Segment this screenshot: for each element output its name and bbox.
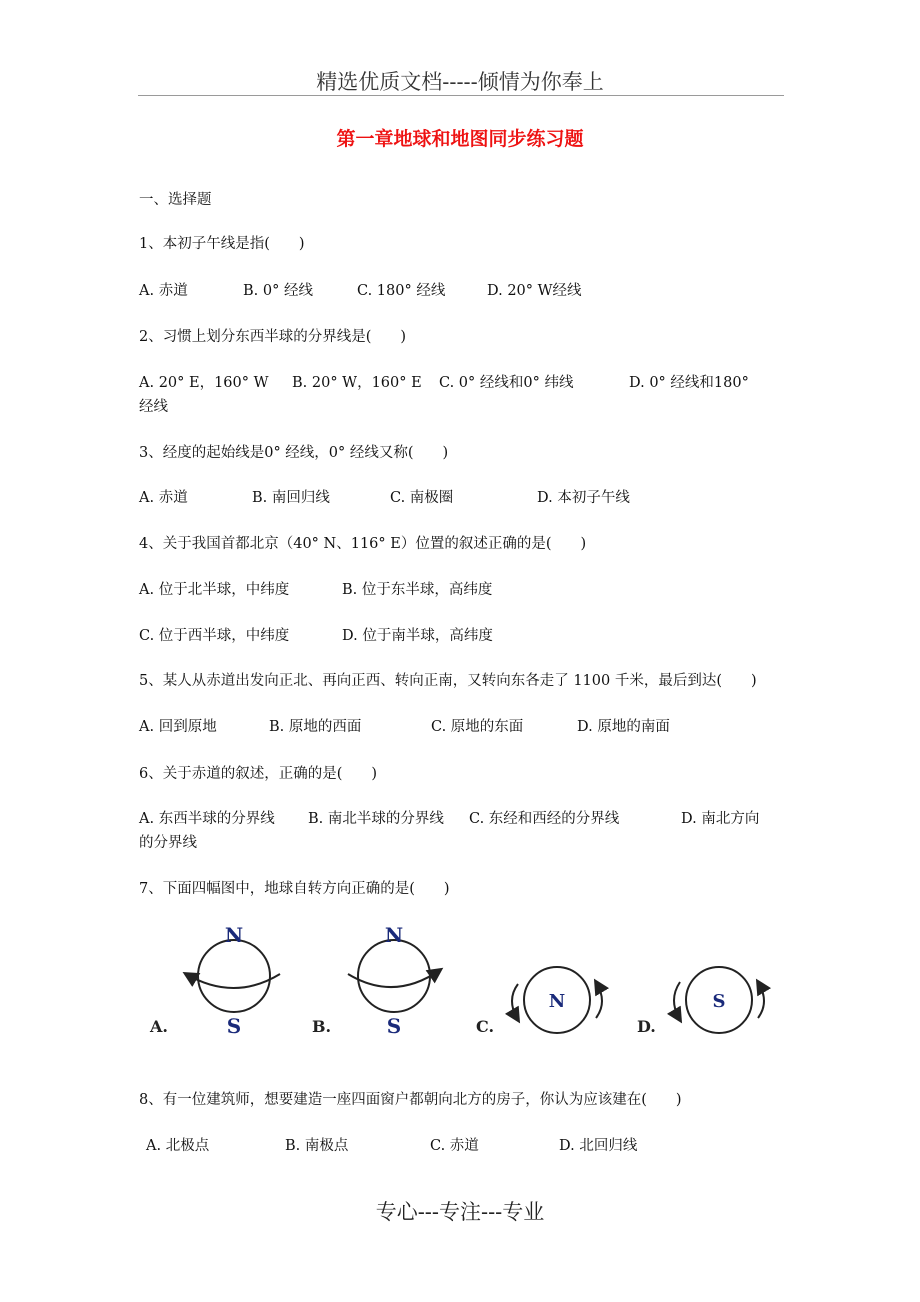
question-2-options — [139, 371, 839, 393]
question-1-options — [139, 279, 839, 301]
rotation-arrow-right — [758, 982, 764, 1018]
question-4-options-row1 — [139, 578, 839, 600]
option-d: D. 20° W经线 — [487, 283, 582, 299]
header-divider — [138, 95, 784, 96]
page-header: 精选优质文档-----倾情为你奉上 — [316, 70, 604, 94]
question-3-options — [139, 486, 839, 508]
rotation-arrow-right — [596, 982, 602, 1018]
option-c: C. 南极圈 — [390, 490, 454, 506]
option-b: B. 20° W，160° E — [292, 375, 422, 391]
option-a: A. 东西半球的分界线 — [139, 811, 275, 827]
option-d: D. 0° 经线和180° — [629, 375, 749, 391]
question-5-options — [139, 715, 839, 737]
option-c: C. 东经和西经的分界线 — [469, 811, 620, 827]
question-8-options — [146, 1134, 846, 1156]
page-footer: 专心---专注---专业 — [375, 1200, 545, 1224]
panel-label-a: A. — [150, 1017, 168, 1036]
option-b: B. 0° 经线 — [243, 283, 313, 299]
panel-label-b: B. — [312, 1017, 332, 1036]
option-d: D. 位于南半球，高纬度 — [342, 628, 493, 644]
option-b: B. 原地的西面 — [269, 719, 362, 735]
south-pole-label: S — [712, 991, 726, 1012]
south-pole-label: S — [386, 1014, 402, 1038]
option-a: A. 20° E，160° W — [139, 375, 269, 391]
question-6-options-wrap: 的分界线 — [139, 835, 197, 851]
option-b: B. 南北半球的分界线 — [308, 811, 444, 827]
question-5-stem: 5、某人从赤道出发向正北、再向正西、转向正南，又转向东各走了 1100 千米，最后到达( ) — [139, 673, 757, 689]
page-title: 第一章地球和地图同步练习题 — [336, 128, 584, 150]
option-b: B. 南回归线 — [252, 490, 330, 506]
question-4-options-row2 — [139, 624, 839, 646]
panel-b — [312, 923, 440, 1038]
option-b: B. 位于东半球，高纬度 — [342, 582, 493, 598]
panel-label-d: D. — [637, 1017, 656, 1036]
section-heading: 一、选择题 — [139, 192, 212, 208]
panel-d — [637, 967, 764, 1036]
question-3-stem: 3、经度的起始线是0° 经线，0° 经线又称( ) — [139, 445, 449, 461]
option-c: C. 180° 经线 — [357, 283, 446, 299]
question-1-stem: 1、本初子午线是指( ) — [139, 236, 305, 252]
question-2-options-wrap: 经线 — [139, 399, 168, 415]
question-8-stem: 8、有一位建筑师，想要建造一座四面窗户都朝向北方的房子，你认为应该建在( ) — [139, 1092, 682, 1108]
option-a: A. 赤道 — [139, 490, 188, 506]
rotation-diagram — [140, 918, 780, 1048]
option-b: B. 南极点 — [285, 1138, 349, 1154]
option-a: A. 赤道 — [139, 283, 188, 299]
option-c: C. 原地的东面 — [431, 719, 524, 735]
globe-circle — [198, 940, 270, 1012]
north-pole-label: N — [384, 923, 404, 947]
question-6-stem: 6、关于赤道的叙述，正确的是( ) — [139, 766, 378, 782]
option-c: C. 0° 经线和0° 纬线 — [439, 375, 574, 391]
option-d: D. 南北方向 — [681, 811, 760, 827]
panel-label-c: C. — [476, 1017, 495, 1036]
rotation-arrow — [348, 970, 440, 987]
north-pole-label: N — [224, 923, 244, 947]
question-7-stem: 7、下面四幅图中，地球自转方向正确的是( ) — [139, 881, 450, 897]
question-6-options — [139, 807, 839, 829]
rotation-arrow-left — [674, 982, 680, 1020]
question-2-stem: 2、习惯上划分东西半球的分界线是( ) — [139, 329, 407, 345]
option-d: D. 原地的南面 — [577, 719, 670, 735]
north-pole-label: N — [548, 991, 566, 1012]
panel-a — [149, 923, 280, 1038]
option-a: A. 北极点 — [146, 1138, 210, 1154]
option-c: C. 赤道 — [430, 1138, 479, 1154]
option-d: D. 北回归线 — [559, 1138, 638, 1154]
option-c: C. 位于西半球，中纬度 — [139, 628, 290, 644]
question-4-stem: 4、关于我国首都北京（40° N、116° E）位置的叙述正确的是( ) — [139, 536, 587, 552]
option-d: D. 本初子午线 — [537, 490, 630, 506]
globe-circle — [358, 940, 430, 1012]
panel-c — [476, 967, 602, 1036]
option-a: A. 回到原地 — [139, 719, 217, 735]
south-pole-label: S — [226, 1014, 242, 1038]
option-a: A. 位于北半球，中纬度 — [139, 582, 290, 598]
rotation-arrow-left — [512, 984, 518, 1020]
